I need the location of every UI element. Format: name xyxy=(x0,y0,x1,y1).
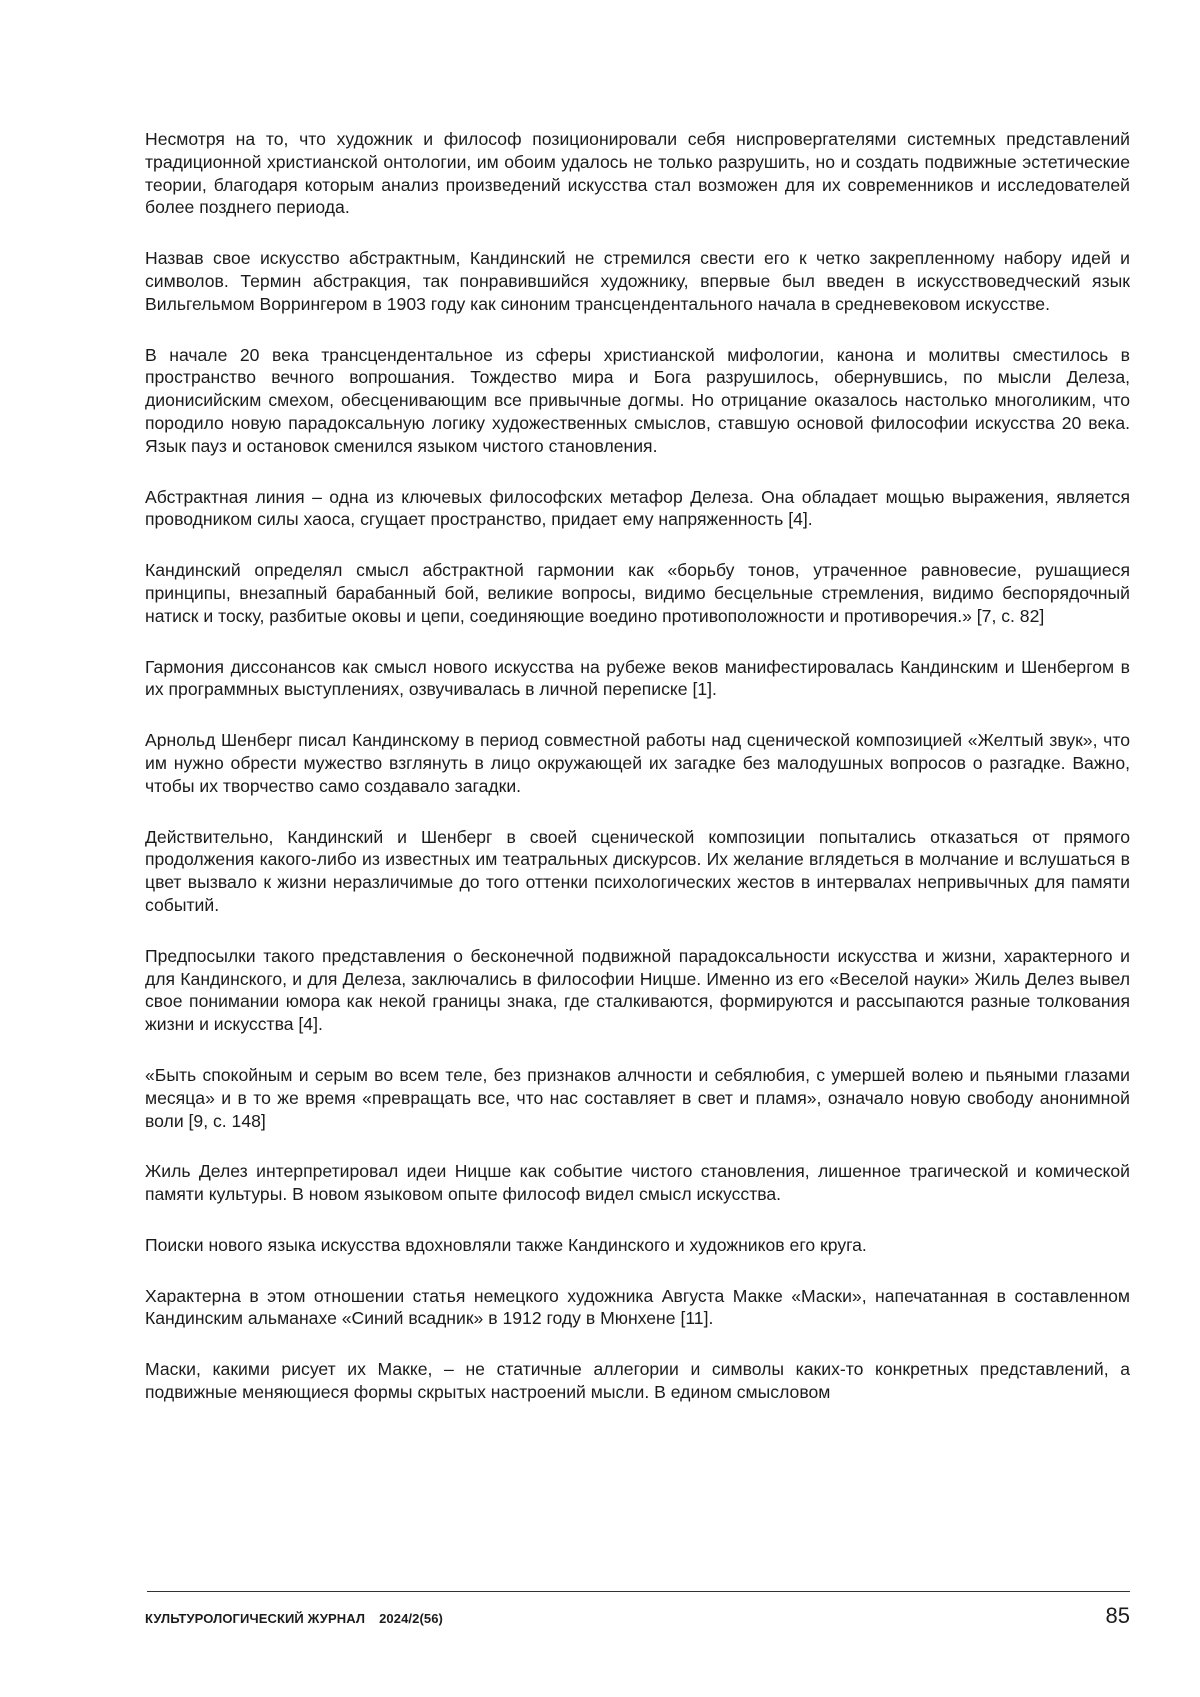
body-paragraph: Предпосылки такого представления о бесконечной подвижной парадоксальности искусства и жизни, характерного и для Кандинского, и для Делеза, заключались в философии Ницше. Именно из его «Веселой науки» Жиль Делез вывел свое понимании юмора как некой границы знака, где сталкиваются, формируются и рассыпаются разные толкования жизни и искусства [4]. xyxy=(145,945,1130,1035)
body-paragraph: Характерна в этом отношении статья немецкого художника Августа Макке «Маски», напечатанная в составленном Кандинским альманахе «Синий всадник» в 1912 году в Мюнхене [11]. xyxy=(145,1285,1130,1329)
body-paragraph: Несмотря на то, что художник и философ позиционировали себя ниспровергателями системных представлений традиционной христианской онтологии, им обоим удалось не только разрушить, но и создать подвижные эстетические теории, благодаря которым анализ произведений искусства стал возможен для их современников и исследователей более позднего периода. xyxy=(145,129,1130,218)
body-paragraph: Поиски нового языка искусства вдохновляли также Кандинского и художников его круга. xyxy=(145,1234,867,1255)
body-paragraph: Арнольд Шенберг писал Кандинскому в период совместной работы над сценической композицией «Желтый звук», что им нужно обрести мужество взглянуть в лицо окружающей их загадке без малодушных вопросов о разгадке. Важно, чтобы их творчество само создавало загадки. xyxy=(145,730,1130,796)
body-paragraph: Гармония диссонансов как смысл нового искусства на рубеже веков манифестировалась Кандинским и Шенбергом в их программных выступлениях, озвучивалась в личной переписке [1]. xyxy=(145,656,1130,700)
body-paragraph: Назвав свое искусство абстрактным, Кандинский не стремился свести его к четко закрепленному набору идей и символов. Термин абстракция, так понравившийся художнику, впервые был введен в искусствоведческий язык Вильгельмом Воррингером в 1903 году как синоним трансцендентального начала в средневековом искусстве. xyxy=(145,248,1130,314)
body-paragraph: Кандинский определял смысл абстрактной гармонии как «борьбу тонов, утраченное равновесие, рушащиеся принципы, внезапный барабанный бой, великие вопросы, видимо бесцельные стремления, видимо беспорядочный натиск и тоску, разбитые оковы и цепи, соединяющие воедино противоположности и противоречия.» [7, с. 82] xyxy=(145,560,1130,626)
journal-issue: 2024/2(56) xyxy=(379,1611,443,1626)
footer-journal-info xyxy=(145,1611,443,1626)
footer-divider xyxy=(147,1591,1130,1592)
body-paragraph: В начале 20 века трансцендентальное из сферы христианской мифологии, канона и молитвы сместилось в пространство вечного вопрошания. Тождество мира и Бога разрушилось, обернувшись, по мысли Делеза, дионисийским смехом, обесценивающим все привычные догмы. Но отрицание оказалось настолько многоликим, что породило новую парадоксальную логику художественных смыслов, ставшую основой философии искусства 20 века. Язык пауз и остановок сменился языком чистого становления. xyxy=(145,344,1130,456)
body-paragraph: Жиль Делез интерпретировал идеи Ницше как событие чистого становления, лишенное трагической и комической памяти культуры. В новом языковом опыте философ видел смысл искусства. xyxy=(145,1161,1130,1205)
body-paragraph: Абстрактная линия – одна из ключевых философских метафор Делеза. Она обладает мощью выражения, является проводником силы хаоса, сгущает пространство, придает ему напряженность [4]. xyxy=(145,486,1130,530)
journal-name: КУЛЬТУРОЛОГИЧЕСКИЙ ЖУРНАЛ xyxy=(145,1611,366,1626)
page-number: 85 xyxy=(1105,1603,1130,1628)
body-paragraph: Действительно, Кандинский и Шенберг в своей сценической композиции попытались отказаться от прямого продолжения какого-либо из известных им театральных дискурсов. Их желание вглядеться в молчание и вслушаться в цвет вызвало к жизни неразличимые до того оттенки психологических жестов в интервалах непривычных для памяти событий. xyxy=(145,826,1130,915)
body-paragraph: Маски, какими рисует их Макке, – не статичные аллегории и символы каких-то конкретных представлений, а подвижные меняющиеся формы скрытых настроений мысли. В едином смысловом xyxy=(145,1359,1130,1403)
article-body xyxy=(145,128,1130,1404)
body-paragraph: «Быть спокойным и серым во всем теле, без признаков алчности и себялюбия, с умершей волею и пьяными глазами месяца» и в то же время «превращать все, что нас составляет в свет и пламя», означало новую свободу анонимной воли [9, с. 148] xyxy=(145,1064,1130,1131)
